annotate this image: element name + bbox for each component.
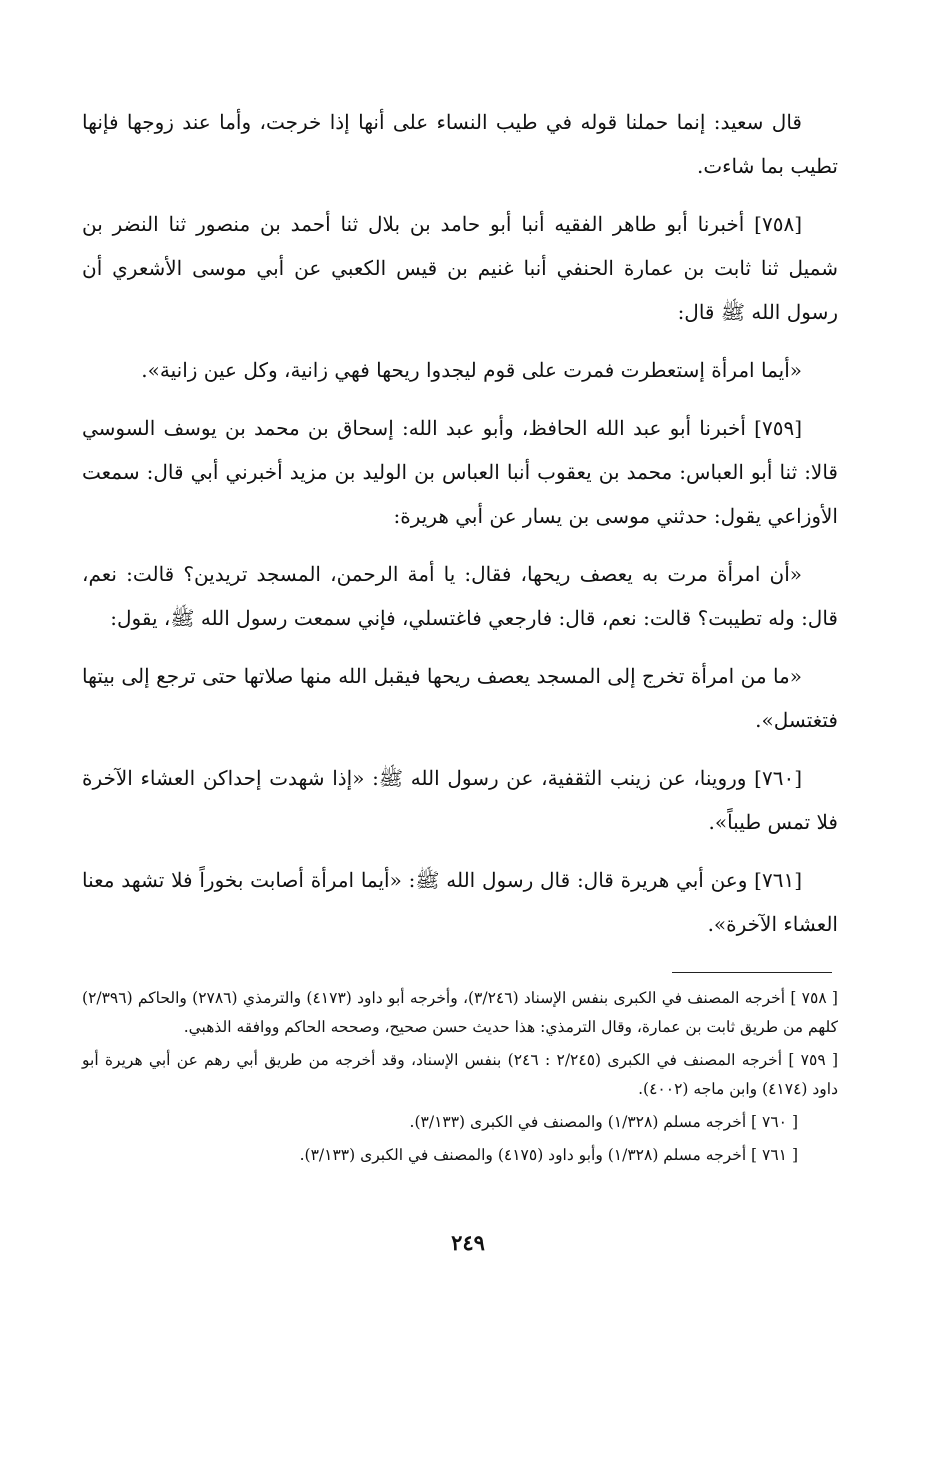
hadith-761: [٧٦١] وعن أبي هريرة قال: قال رسول الله ﷺ: «أيما امرأة أصابت بخوراً فلا تشهد معنا العشاء الآخرة». xyxy=(82,868,838,936)
hadith-759-quote: «ما من امرأة تخرج إلى المسجد يعصف ريحها فيقبل الله منها صلاتها حتى ترجع إلى بيتها فتغتسل». xyxy=(82,664,838,732)
footnote-758: [ ٧٥٨ ] أخرجه المصنف في الكبرى بنفس الإسناد (٣/٢٤٦)، وأخرجه أبو داود (٤١٧٣) والترمذي (٢٧٨٦) والحاكم (٢/٣٩٦) كلهم من طريق ثابت بن عمارة، وقال الترمذي: هذا حديث حسن صحيح، وصححه الحاكم ووافقه الذهبي. xyxy=(82,989,838,1036)
main-text xyxy=(82,100,838,960)
footnotes xyxy=(82,984,838,1174)
hadith-758-text: «أيما امرأة إستعطرت فمرت على قوم ليجدوا ريحها فهي زانية، وكل عين زانية». xyxy=(141,358,802,382)
hadith-760: [٧٦٠] وروينا، عن زينب الثقفية، عن رسول الله ﷺ: «إذا شهدت إحداكن العشاء الآخرة فلا تمس طيباً». xyxy=(82,766,838,834)
footnote-759: [ ٧٥٩ ] أخرجه المصنف في الكبرى (٢/٢٤٥ : ٢٤٦) بنفس الإسناد، وقد أخرجه من طريق أبي رهم عن أبي هريرة أبو داود (٤١٧٤) وابن ماجه (٤٠٠٢). xyxy=(82,1051,839,1098)
footnote-divider xyxy=(672,972,832,973)
footnote-761: [ ٧٦١ ] أخرجه مسلم (١/٣٢٨) وأبو داود (٤١٧٥) والمصنف في الكبرى (٣/١٣٣). xyxy=(299,1146,798,1164)
page-number: ٢٤٩ xyxy=(451,1230,485,1255)
hadith-759-text: «أن امرأة مرت به يعصف ريحها، فقال: يا أمة الرحمن، المسجد تريدين؟ قالت: نعم، قال: وله تطيبت؟ قالت: نعم، قال: فارجعي فاغتسلي، فإني سمعت رسول الله ﷺ، يقول: xyxy=(82,562,838,630)
paragraph: قال سعيد: إنما حملنا قوله في طيب النساء على أنها إذا خرجت، وأما عند زوجها فإنها تطيب بما شاءت. xyxy=(82,110,838,178)
hadith-759: [٧٥٩] أخبرنا أبو عبد الله الحافظ، وأبو عبد الله: إسحاق بن محمد بن يوسف السوسي قالا: ثنا أبو العباس: محمد بن يعقوب أنبا العباس بن الوليد بن مزيد أخبرني أبي قال: سمعت الأوزاعي يقول: حدثني موسى بن يسار عن أبي هريرة: xyxy=(82,416,838,528)
footnote-760: [ ٧٦٠ ] أخرجه مسلم (١/٣٢٨) والمصنف في الكبرى (٣/١٣٣). xyxy=(409,1113,798,1131)
hadith-758: [٧٥٨] أخبرنا أبو طاهر الفقيه أنبا أبو حامد بن بلال ثنا أحمد بن منصور ثنا النضر بن شميل ثنا ثابت بن عمارة الحنفي أنبا غنيم بن قيس الكعبي عن أبي موسى الأشعري أن رسول الله ﷺ قال: xyxy=(82,212,838,324)
